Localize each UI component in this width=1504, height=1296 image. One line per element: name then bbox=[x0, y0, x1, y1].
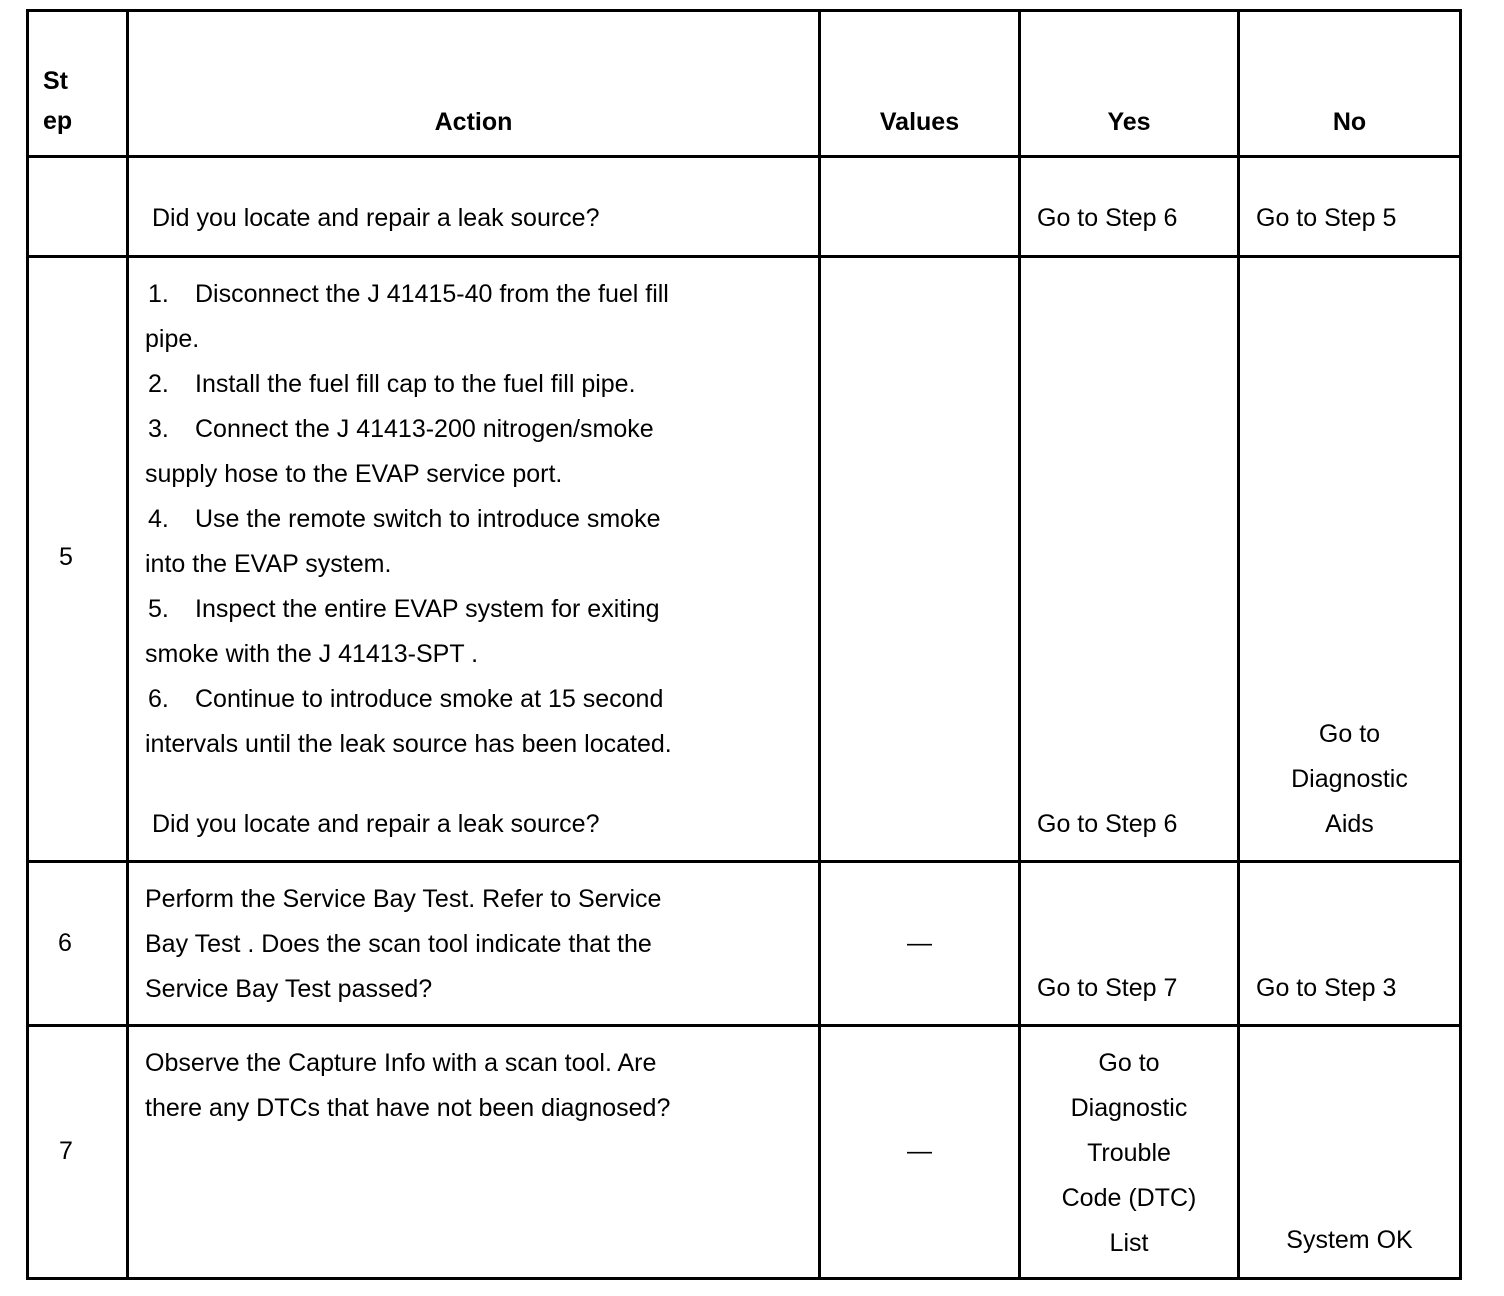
row-rule bbox=[26, 1024, 1462, 1027]
row-cont-no: Go to Step 5 bbox=[1256, 204, 1397, 232]
table-rule-top bbox=[26, 9, 1462, 12]
row-rule bbox=[26, 255, 1462, 258]
list-item-continuation: intervals until the leak source has been located. bbox=[145, 730, 672, 758]
list-item-continuation: into the EVAP system. bbox=[145, 550, 392, 578]
col-rule bbox=[126, 9, 129, 1280]
row7-yes-line: Code (DTC) bbox=[1061, 1184, 1197, 1212]
header-rule bbox=[26, 155, 1462, 158]
list-item bbox=[145, 677, 810, 722]
row7-action-line: Observe the Capture Info with a scan tool. Are bbox=[145, 1049, 657, 1077]
row7-yes-line: Go to bbox=[1098, 1049, 1160, 1077]
list-item-number: 1. bbox=[148, 280, 169, 308]
header-step-line: St bbox=[43, 67, 68, 95]
row5-step: 5 bbox=[59, 543, 73, 571]
header-yes: Yes bbox=[1107, 108, 1151, 136]
list-item-continuation: supply hose to the EVAP service port. bbox=[145, 460, 563, 488]
row7-no: System OK bbox=[1286, 1226, 1413, 1254]
list-item bbox=[145, 272, 810, 317]
list-item-text: Disconnect the J 41415-40 from the fuel fill bbox=[195, 280, 669, 308]
header-values: Values bbox=[879, 108, 960, 136]
list-item bbox=[145, 497, 810, 542]
row7-yes bbox=[1021, 1041, 1237, 1266]
row7-step: 7 bbox=[59, 1137, 73, 1165]
header-action: Action bbox=[434, 108, 513, 136]
row5-no-line: Go to bbox=[1318, 720, 1381, 748]
list-item-text: Inspect the entire EVAP system for exiting bbox=[195, 595, 660, 623]
row6-action-line: Service Bay Test passed? bbox=[145, 975, 433, 1003]
list-item-continuation: pipe. bbox=[145, 325, 200, 353]
row6-values: — bbox=[907, 929, 932, 957]
row7-yes-line: Trouble bbox=[1087, 1139, 1171, 1167]
table-rule-bottom bbox=[26, 1277, 1462, 1280]
row6-step: 6 bbox=[58, 929, 72, 957]
row5-question: Did you locate and repair a leak source? bbox=[152, 810, 600, 838]
row5-no-line: Diagnostic bbox=[1291, 765, 1408, 793]
list-item-number: 2. bbox=[148, 370, 169, 398]
row-cont-yes: Go to Step 6 bbox=[1037, 204, 1178, 232]
row7-action bbox=[145, 1041, 670, 1131]
list-item-text: Continue to introduce smoke at 15 second bbox=[195, 685, 664, 713]
header-no: No bbox=[1332, 108, 1367, 136]
list-item-number: 3. bbox=[148, 415, 169, 443]
row7-action-line: there any DTCs that have not been diagnosed? bbox=[145, 1094, 671, 1122]
row6-yes: Go to Step 7 bbox=[1037, 974, 1178, 1002]
row6-action-line: Perform the Service Bay Test. Refer to Service bbox=[145, 885, 662, 913]
list-item-number: 4. bbox=[148, 505, 169, 533]
header-step bbox=[43, 61, 72, 141]
list-item-text: Connect the J 41413-200 nitrogen/smoke bbox=[195, 415, 654, 443]
list-item bbox=[145, 407, 810, 452]
list-item-continuation: smoke with the J 41413-SPT . bbox=[145, 640, 479, 668]
list-item-number: 6. bbox=[148, 685, 169, 713]
list-item-number: 5. bbox=[148, 595, 169, 623]
row5-yes: Go to Step 6 bbox=[1037, 810, 1178, 838]
row5-action-list bbox=[145, 272, 810, 767]
list-item bbox=[145, 587, 810, 632]
header-step-line: ep bbox=[43, 107, 73, 135]
col-rule bbox=[1459, 9, 1462, 1280]
row6-no: Go to Step 3 bbox=[1256, 974, 1397, 1002]
col-rule bbox=[1237, 9, 1240, 1280]
col-rule bbox=[818, 9, 821, 1280]
row-cont-action: Did you locate and repair a leak source? bbox=[152, 204, 600, 232]
list-item-text: Install the fuel fill cap to the fuel fill pipe. bbox=[195, 370, 636, 398]
list-item-text: Use the remote switch to introduce smoke bbox=[195, 505, 661, 533]
diagnostic-table bbox=[26, 9, 1462, 1280]
row5-no bbox=[1240, 712, 1459, 847]
col-rule bbox=[26, 9, 29, 1280]
row5-no-line: Aids bbox=[1325, 810, 1374, 838]
row7-yes-line: List bbox=[1109, 1229, 1149, 1257]
list-item bbox=[145, 362, 810, 407]
row-rule bbox=[26, 860, 1462, 863]
row7-yes-line: Diagnostic bbox=[1070, 1094, 1188, 1122]
row7-values: — bbox=[907, 1137, 932, 1165]
row6-action bbox=[145, 877, 661, 1012]
row6-action-line: Bay Test . Does the scan tool indicate that the bbox=[145, 930, 652, 958]
